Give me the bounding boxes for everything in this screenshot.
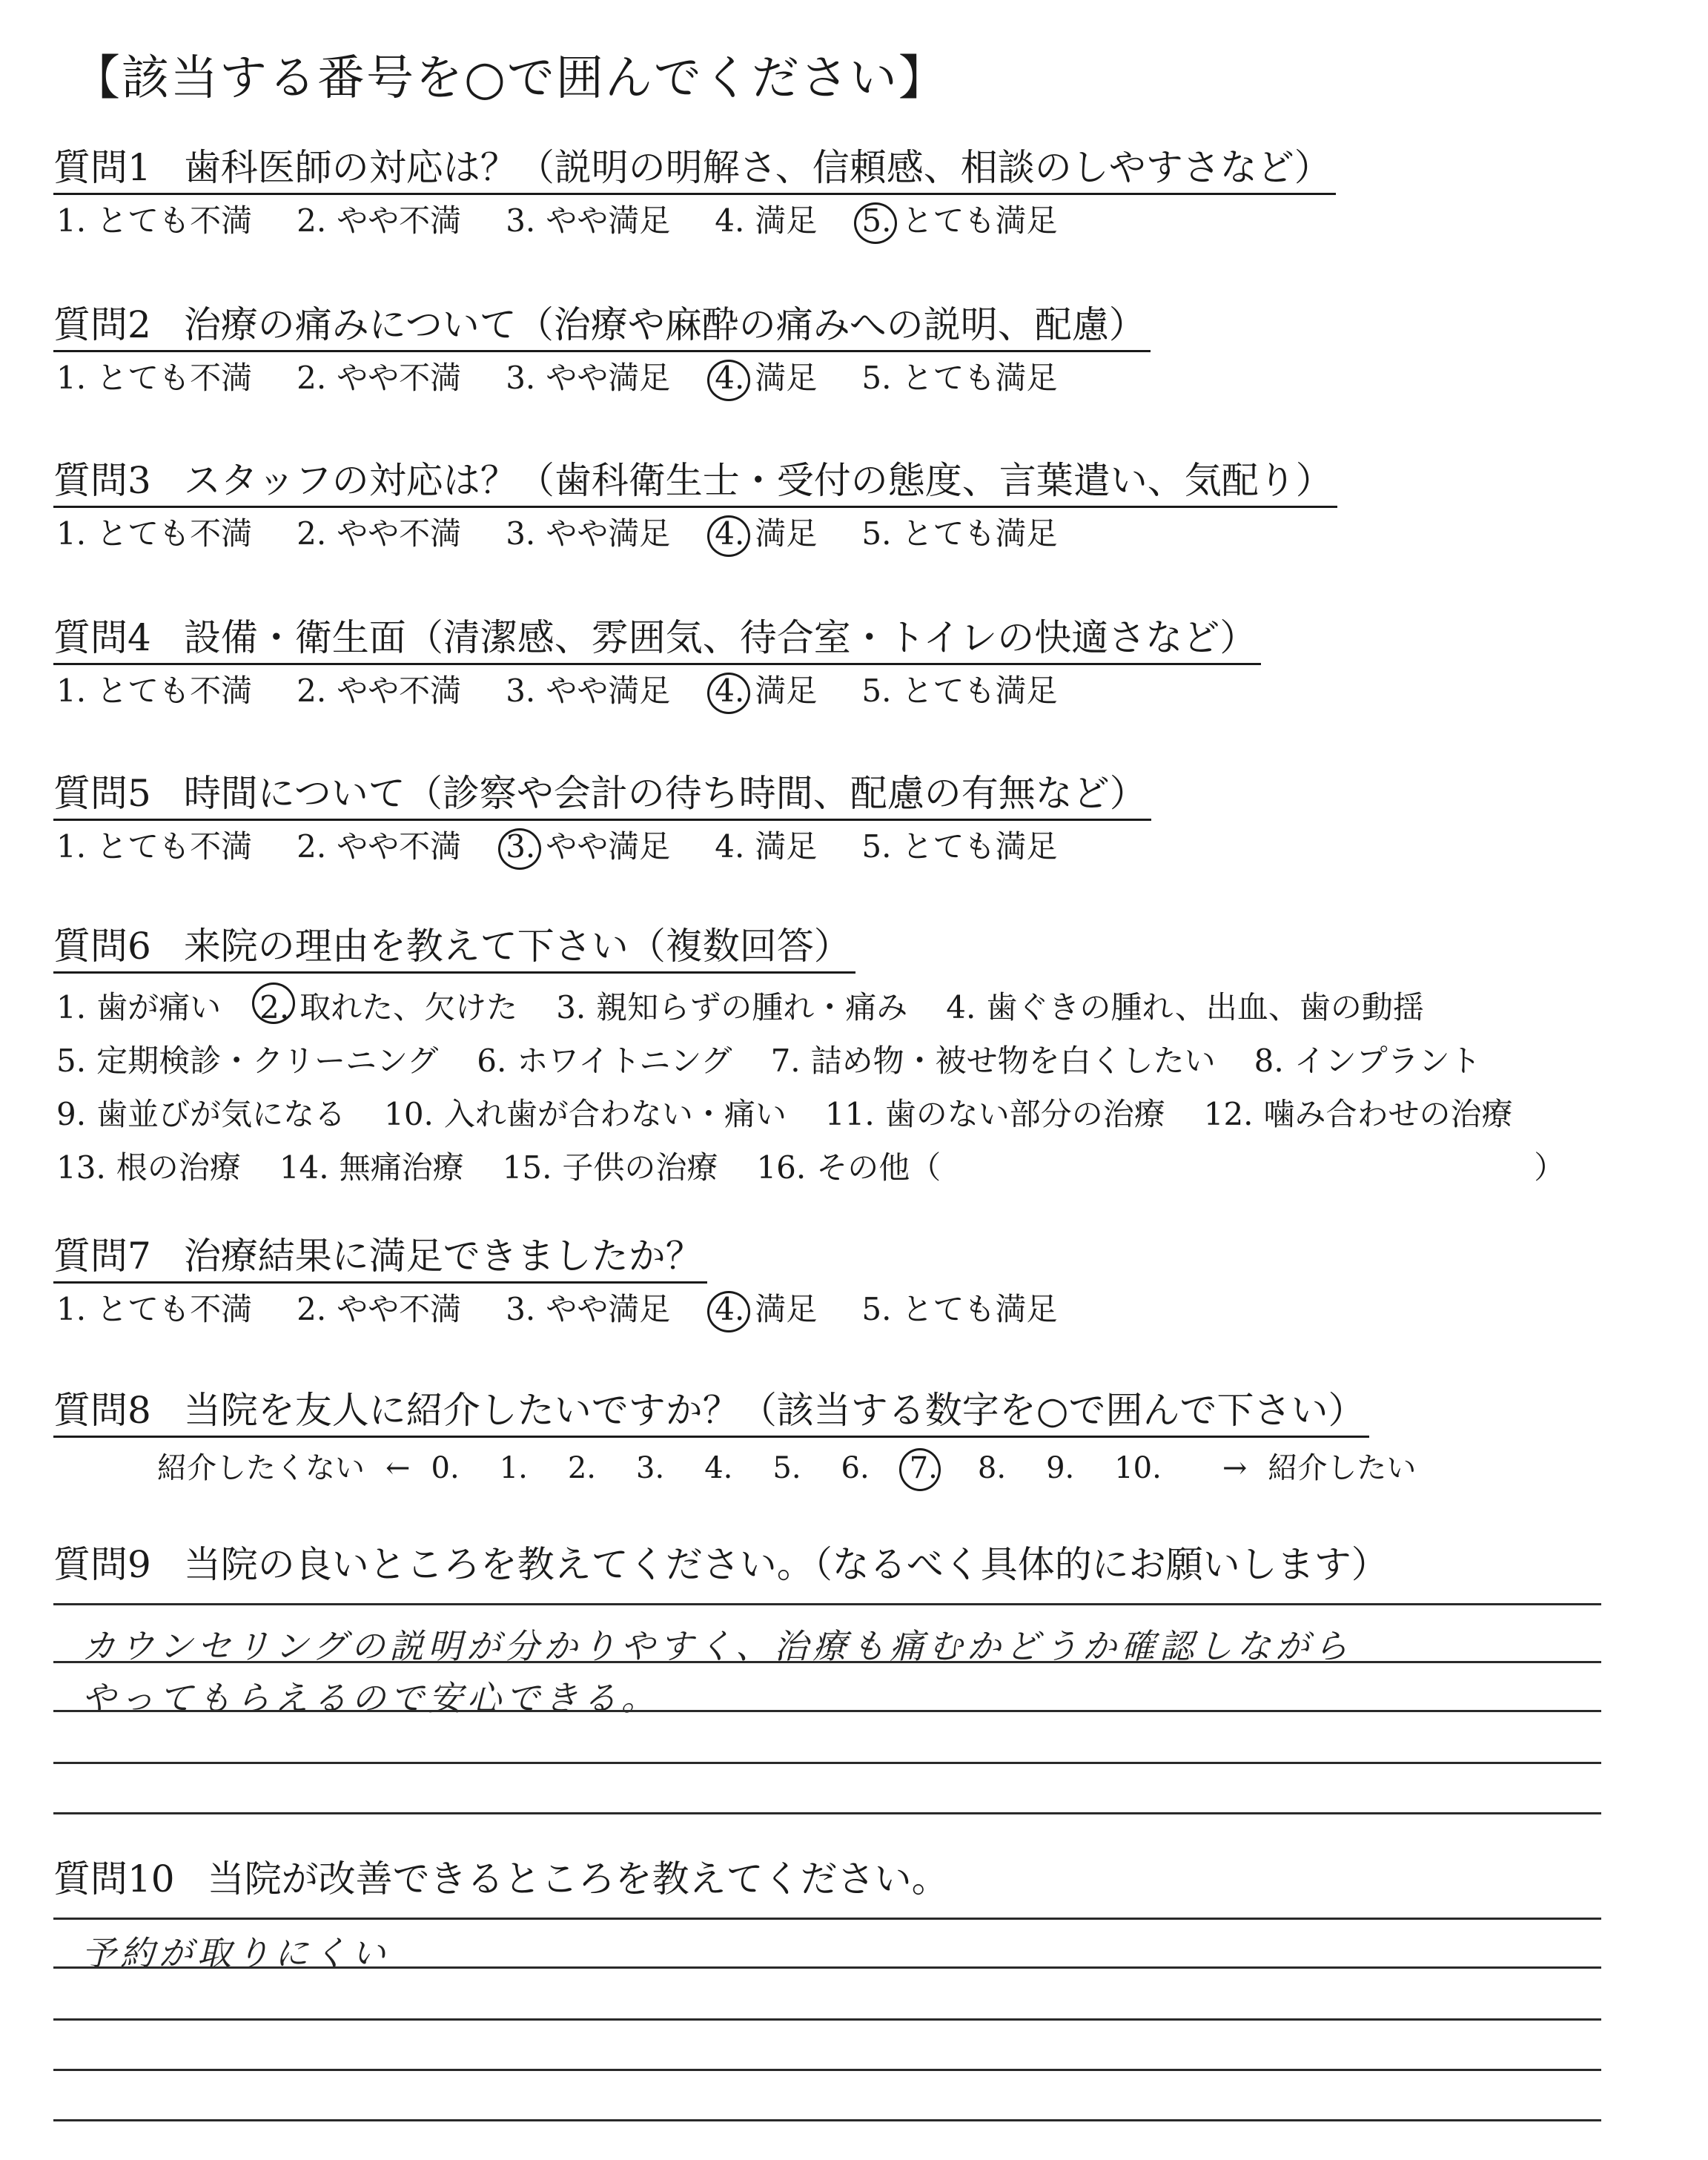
scale-value-9[interactable]: 9. [1046,1451,1075,1485]
scale-value-6[interactable]: 6. [841,1451,870,1485]
answer-rule [53,2069,1601,2071]
question-2 [53,300,1610,398]
scale-value-2[interactable]: 2. [567,1451,597,1485]
question-7 [53,1231,1610,1330]
question-text: 治療結果に満足できましたか？ [183,1235,703,1278]
reason-option-9[interactable]: 9. 歯並びが気になる [56,1096,346,1132]
option-1[interactable]: 1. とても不満 [56,1291,253,1327]
question-text: 当院を友人に紹介したいですか？ [183,1389,740,1432]
reason-options [53,981,1610,1195]
question-text: 当院が改善できるところを教えてください。 [207,1857,949,1900]
question-text: 治療の痛みについて [183,303,517,346]
handwritten-answer: やってもらえるので安心できる。 [82,1678,660,1718]
reason-option-15[interactable]: 15. 子供の治療 [502,1149,718,1186]
handwritten-answer: 予約が取りにくい [82,1933,390,1973]
rating-options [53,1289,1610,1330]
scale-value-10[interactable]: 10. [1114,1451,1162,1485]
selected-circle: 4. [712,514,747,554]
reason-option-2-selected[interactable]: 2. 取れた、欠けた [256,981,517,1034]
reason-row [53,1034,1610,1088]
reason-row [53,981,1610,1034]
option-1[interactable]: 1. とても不満 [56,360,253,396]
close-paren: ） [1534,1149,1566,1186]
option-2[interactable]: 2. やや不満 [297,1291,462,1327]
question-5-heading [53,768,1151,821]
option-3-selected[interactable]: 3. やや満足 [503,827,670,867]
reason-option-10[interactable]: 10. 入れ歯が合わない・痛い [384,1096,787,1132]
option-5[interactable]: 5. とても満足 [861,1291,1058,1327]
question-text: 時間について [183,772,406,815]
answer-rule [53,1603,1601,1605]
option-3[interactable]: 3. やや満足 [506,360,671,396]
answer-rule [53,1710,1601,1712]
left-arrow-icon: ← [385,1451,411,1485]
recommend-scale [157,1448,1610,1488]
question-label: 質問8 [53,1389,151,1432]
question-label: 質問7 [53,1235,151,1278]
question-text: 歯科医師の対応は？ [183,146,517,189]
reason-option-11[interactable]: 11. 歯のない部分の治療 [824,1096,1165,1132]
reason-option-7[interactable]: 7. 詰め物・被せ物を白くしたい [770,1043,1216,1079]
answer-rule [53,2119,1601,2121]
question-note: （歯科衛生士・受付の態度、言葉遣い、気配り） [517,459,1333,502]
option-5[interactable]: 5. とても満足 [861,360,1058,396]
question-5 [53,768,1610,867]
reason-option-5[interactable]: 5. 定期検診・クリーニング [56,1043,439,1079]
scale-value-0[interactable]: 0. [431,1451,460,1485]
reason-option-1[interactable]: 1. 歯が痛い [56,989,222,1025]
option-2[interactable]: 2. やや不満 [297,828,462,865]
scale-value-7-selected[interactable]: 7. [910,1448,938,1488]
scale-right-label: 紹介したい [1268,1451,1417,1485]
question-label: 質問10 [53,1857,175,1900]
reason-option-6[interactable]: 6. ホワイトニング [477,1043,732,1079]
question-text: 当院の良いところを教えてください。 [183,1543,814,1586]
option-3[interactable]: 3. やや満足 [506,515,671,552]
scale-value-4[interactable]: 4. [704,1451,733,1485]
rating-options [53,514,1610,554]
option-1[interactable]: 1. とても不満 [56,515,253,552]
reason-option-16[interactable]: 16. その他（ ） [753,1141,1565,1195]
question-note: （なるべく具体的にお願いします） [813,1543,1388,1586]
question-label: 質問6 [53,925,151,968]
option-3[interactable]: 3. やや満足 [506,1291,671,1327]
option-4-selected[interactable]: 4. 満足 [712,514,817,554]
option-1[interactable]: 1. とても不満 [56,673,253,709]
question-6 [53,921,1610,1195]
scale-value-5[interactable]: 5. [772,1451,801,1485]
question-2-heading [53,300,1151,352]
question-4 [53,612,1610,711]
question-label: 質問1 [53,146,151,189]
question-label: 質問4 [53,616,151,659]
question-10-heading [53,1854,953,1904]
question-label: 質問2 [53,303,151,346]
option-2[interactable]: 2. やや不満 [297,673,462,709]
question-6-heading [53,921,855,974]
right-arrow-icon: → [1222,1451,1248,1485]
selected-circle: 4. [712,1289,747,1330]
question-1-heading [53,142,1336,195]
scale-value-3[interactable]: 3. [636,1451,665,1485]
question-1 [53,142,1610,241]
answer-area-q9[interactable] [53,1603,1601,1826]
option-4[interactable]: 4. 満足 [715,202,818,239]
rating-options [53,671,1610,711]
question-8-heading [53,1385,1369,1438]
question-label: 質問5 [53,772,151,815]
page-title: 【該当する番号を○で囲んでください】 [73,51,947,106]
option-2[interactable]: 2. やや不満 [297,360,462,396]
option-4-selected[interactable]: 4. 満足 [712,358,817,398]
selected-circle: 3. [503,827,538,867]
question-9 [53,1539,1610,1590]
answer-rule [53,1918,1601,1920]
option-4-selected[interactable]: 4. 満足 [712,671,817,711]
answer-rule [53,1661,1601,1663]
scale-value-8[interactable]: 8. [977,1451,1007,1485]
answer-rule [53,2018,1601,2021]
question-note: （説明の明解さ、信頼感、相談のしやすさなど） [517,146,1331,189]
option-4-selected[interactable]: 4. 満足 [712,1289,817,1330]
question-note: （診察や会計の待ち時間、配慮の有無など） [405,772,1147,815]
option-3[interactable]: 3. やや満足 [506,673,671,709]
question-note: （清潔感、雰囲気、待合室・トイレの快適さなど） [406,616,1257,659]
answer-rule [53,1812,1601,1814]
question-10 [53,1854,1610,1904]
reason-option-13[interactable]: 13. 根の治療 [56,1149,241,1186]
reason-option-3[interactable]: 3. 親知らずの腫れ・痛み [556,989,908,1025]
question-note: （該当する数字を○で囲んで下さい） [739,1389,1366,1432]
question-9-heading [53,1539,1393,1590]
option-5[interactable]: 5. とても満足 [861,515,1058,552]
reason-option-12[interactable]: 12. 噛み合わせの治療 [1203,1096,1513,1132]
scale-value-1[interactable]: 1. [499,1451,528,1485]
answer-rule [53,1966,1601,1969]
rating-options [53,358,1610,398]
rating-options [53,827,1610,867]
option-1[interactable]: 1. とても不満 [56,828,253,865]
selected-circle: 5. [858,201,894,241]
option-2[interactable]: 2. やや不満 [297,515,462,552]
selected-circle: 4. [712,358,747,398]
reason-row [53,1088,1610,1141]
question-note: （治療や麻酔の痛みへの説明、配慮） [516,303,1146,346]
question-text: スタッフの対応は？ [183,459,517,502]
reason-option-8[interactable]: 8. インプラント [1254,1043,1481,1079]
option-5-selected[interactable]: 5. とても満足 [858,201,1057,241]
handwritten-answer: カウンセリングの説明が分かりやすく、治療も痛むかどうか確認しながら [82,1626,1353,1666]
selected-circle: 2. [256,981,292,1034]
question-3 [53,455,1610,554]
reason-row [53,1141,1610,1195]
scale-left-label: 紹介したくない [157,1451,365,1485]
question-3-heading [53,455,1337,508]
question-4-heading [53,612,1261,665]
question-8 [53,1385,1610,1488]
selected-circle: 4. [712,671,747,711]
option-5[interactable]: 5. とても満足 [861,828,1058,865]
option-2[interactable]: 2. やや不満 [297,202,462,239]
question-label: 質問3 [53,459,151,502]
question-text: 来院の理由を教えて下さい [183,925,629,968]
answer-area-q10[interactable] [53,1918,1601,2140]
option-3[interactable]: 3. やや満足 [506,202,671,239]
option-5[interactable]: 5. とても満足 [861,673,1058,709]
question-note: （複数回答） [628,925,851,968]
question-7-heading [53,1231,707,1284]
rating-options [53,201,1610,241]
question-text: 設備・衛生面 [183,616,406,659]
option-4[interactable]: 4. 満足 [715,828,818,865]
answer-rule [53,1762,1601,1764]
option-1[interactable]: 1. とても不満 [56,202,253,239]
reason-option-14[interactable]: 14. 無痛治療 [279,1149,464,1186]
question-label: 質問9 [53,1543,151,1586]
reason-option-4[interactable]: 4. 歯ぐきの腫れ、出血、歯の動揺 [946,989,1424,1025]
